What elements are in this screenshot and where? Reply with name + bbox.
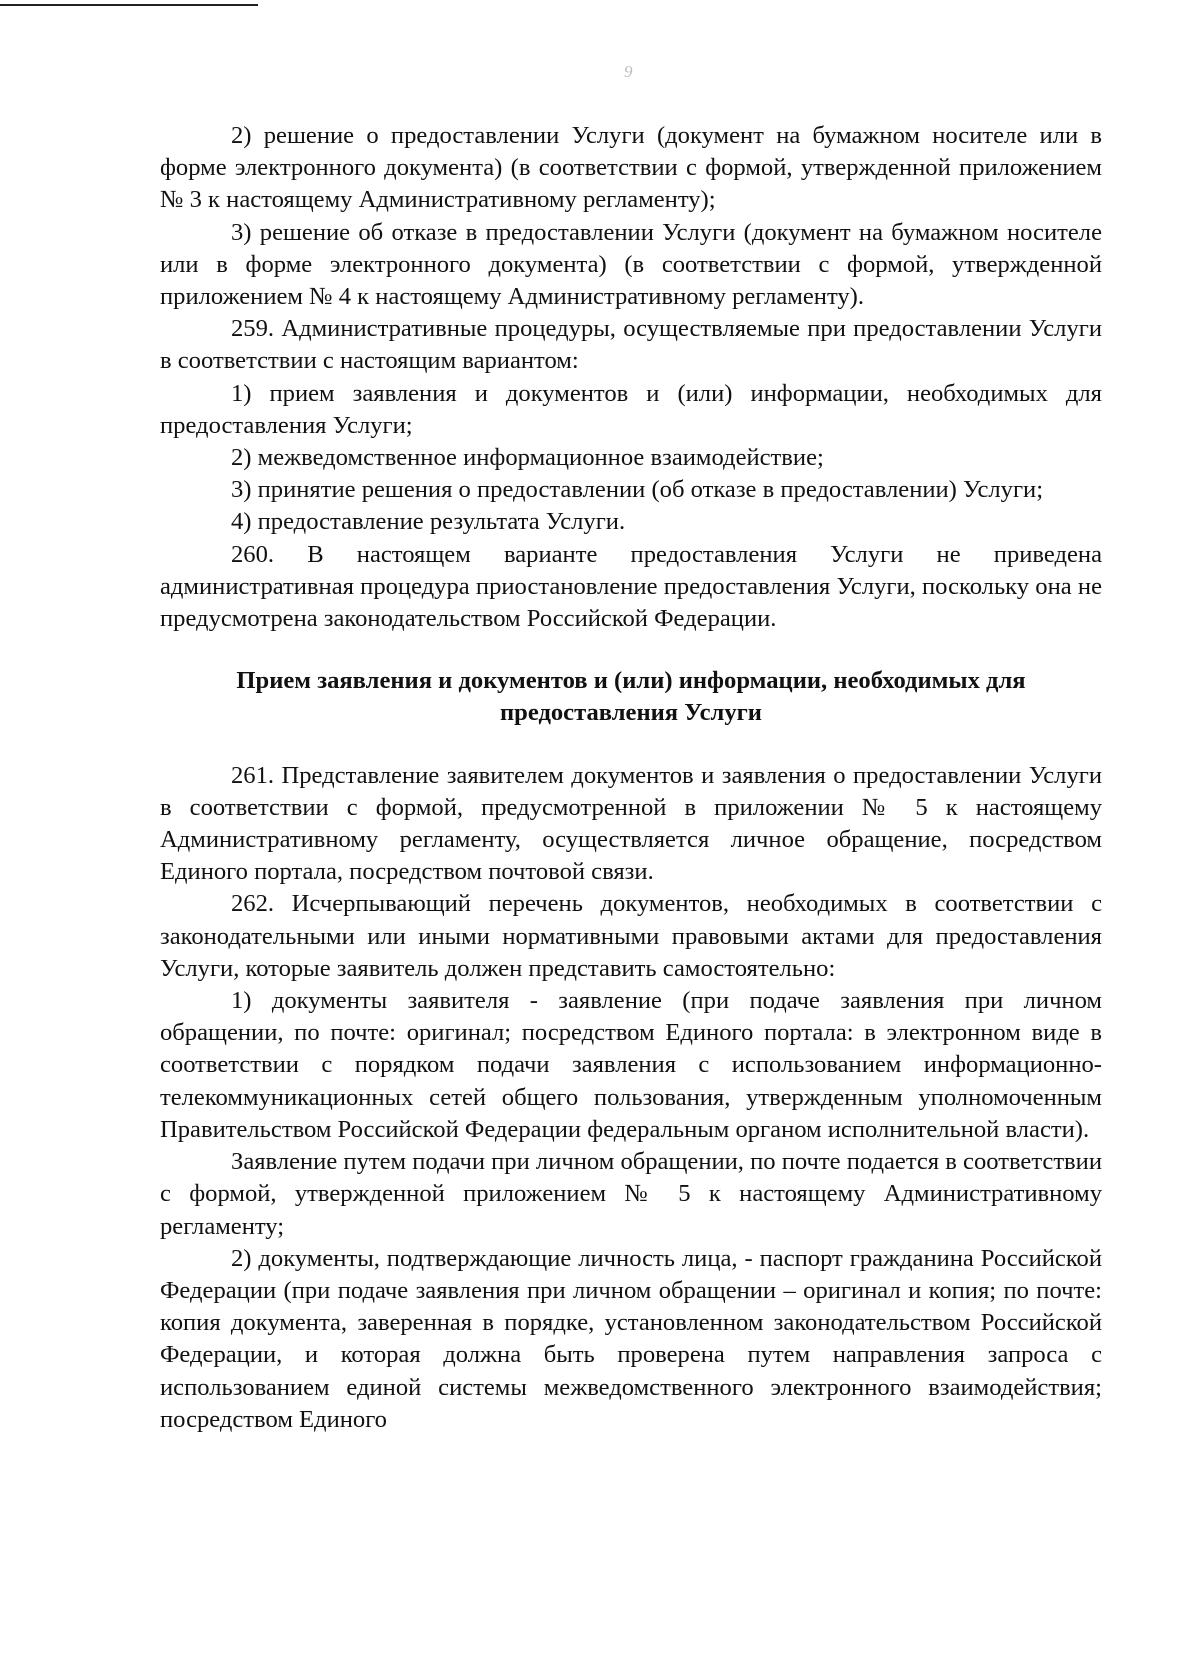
paragraph-261: 261. Представление заявителем документов и заявления о предоставлении Услуги в соответствии с формой, предусмотренной в приложении № 5 к настоящему Административному регламенту, осуществляется личное обращение, посредством Единого портала, посредством почтовой связи. bbox=[160, 761, 1102, 886]
top-edge-rule bbox=[0, 4, 258, 6]
section-heading-line-2: предоставления Услуги bbox=[500, 699, 762, 727]
paragraph-result-decision: 2) решение о предоставлении Услуги (документ на бумажном носителе или в форме электронного документа) (в соответствии с формой, утвержденной приложением № 3 к настоящему Административному регламенту); bbox=[160, 122, 1102, 214]
paragraph-259: 259. Административные процедуры, осуществляемые при предоставлении Услуги в соответствии с настоящим вариантом: bbox=[160, 315, 1102, 375]
paragraph-259-item-2: 2) межведомственное информационное взаимодействие; bbox=[231, 444, 824, 472]
section-heading bbox=[160, 665, 1102, 729]
paragraph-259-item-1: 1) прием заявления и документов и (или) информации, необходимых для предоставления Услуги; bbox=[160, 379, 1102, 439]
paragraph-262-application-note: Заявление путем подачи при личном обращении, по почте подается в соответствии с формой, утвержденной приложением № 5 к настоящему Административному регламенту; bbox=[160, 1148, 1102, 1240]
page-number-mark: 9 bbox=[624, 62, 633, 81]
document-body bbox=[160, 120, 1102, 1436]
paragraph-262: 262. Исчерпывающий перечень документов, необходимых в соответствии с законодательными или иными нормативными правовыми актами для предоставления Услуги, которые заявитель должен представить самостоятельно: bbox=[160, 890, 1102, 982]
paragraph-result-refusal: 3) решение об отказе в предоставлении Услуги (документ на бумажном носителе или в форме электронного документа) (в соответствии с формой, утвержденной приложением № 4 к настоящему Административному регламенту). bbox=[160, 218, 1102, 311]
paragraph-260: 260. В настоящем варианте предоставления Услуги не приведена административная процедура приостановление предоставления Услуги, поскольку она не предусмотрена законодательством Российской Федерации. bbox=[160, 540, 1102, 633]
paragraph-262-item-2: 2) документы, подтверждающие личность лица, - паспорт гражданина Российской Федерации (при подаче заявления при личном обращении – оригинал и копия; по почте: копия документа, заверенная в порядке, установленном законодательством Российской Федерации, и которая должна быть проверена путем направления запроса с использованием единой системы межведомственного электронного взаимодействия; посредством Единого bbox=[160, 1244, 1102, 1433]
paragraph-259-item-3: 3) принятие решения о предоставлении (об отказе в предоставлении) Услуги; bbox=[231, 476, 1044, 504]
paragraph-262-item-1: 1) документы заявителя - заявление (при подаче заявления при личном обращении, по почте: оригинал; посредством Единого портала: в электронном виде в соответствии с порядком подачи заявления с использованием информационно-телекоммуникационных сетей общего пользования, утвержденным уполномоченным Правительством Российской Федерации федеральным органом исполнительной власти). bbox=[160, 987, 1102, 1143]
section-heading-line-1: Прием заявления и документов и (или) информации, необходимых для bbox=[236, 667, 1026, 695]
paragraph-259-item-4: 4) предоставление результата Услуги. bbox=[231, 508, 626, 536]
